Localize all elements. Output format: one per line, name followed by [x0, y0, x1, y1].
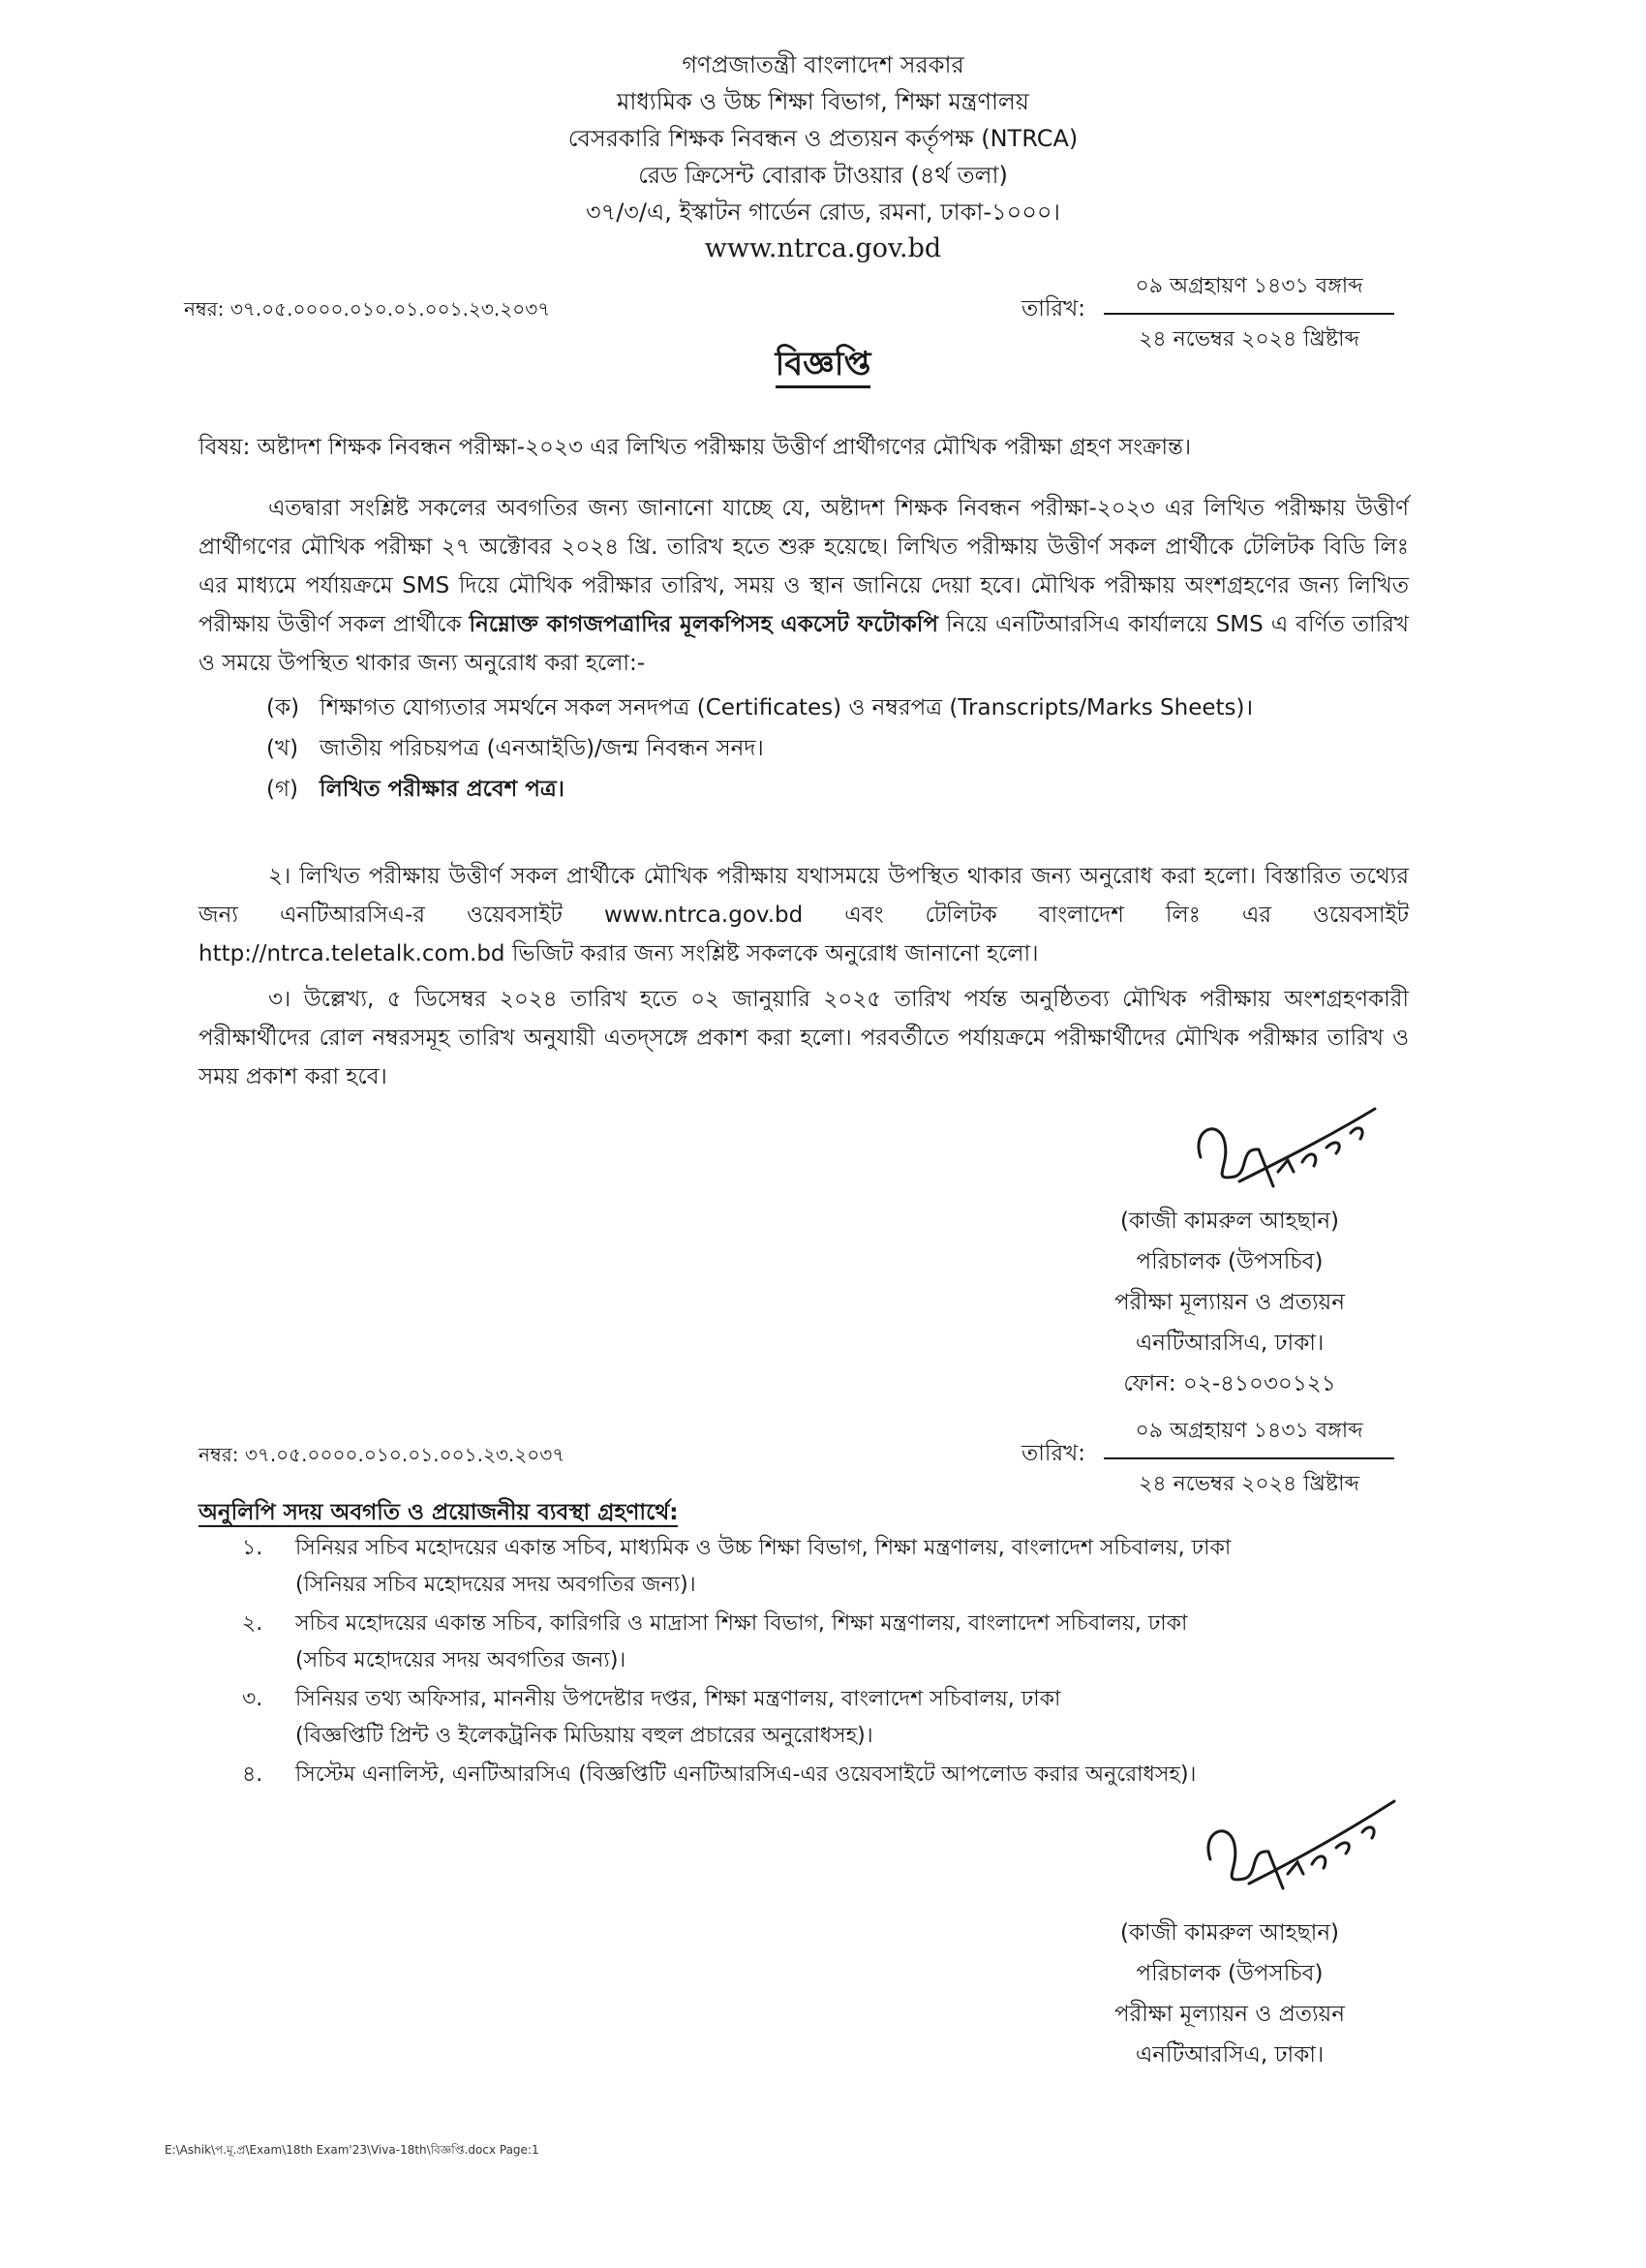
- list-item: (গ) লিখিত পরীক্ষার প্রবেশ পত্র।: [266, 777, 565, 802]
- copy-heading: অনুলিপি সদয় অবগতি ও প্রয়োজনীয় ব্যবস্থা গ্রহণার্থে:: [198, 1500, 679, 1525]
- signature-2: [1186, 1782, 1409, 1917]
- signatory-designation: পরিচালক (উপসচিব): [1136, 1961, 1324, 1986]
- paragraph-1: এতদ্বারা সংশ্লিষ্ট সকলের অবগতির জন্য জানানো যাচ্ছে যে, অষ্টাদশ শিক্ষক নিবন্ধন পরীক্ষা-২০২৩ এর লিখিত পরীক্ষায় উত্তীর্ণ প্রার্থীগণের মৌখিক পরীক্ষা ২৭ অক্টোবর ২০২৪ খ্রি. তারিখ হতে শুরু হয়েছে। লিখিত পরীক্ষায় উত্তীর্ণ সকল প্রার্থীকে টেলিটক বিডি লিঃ এর মাধ্যমে পর্যায়ক্রমে SMS দিয়ে মৌখিক পরীক্ষার তারিখ, সময় ও স্থান জানিয়ে দেয়া হবে। মৌখিক পরীক্ষায় অংশগ্রহণের জন্য লিখিত পরীক্ষায় উত্তীর্ণ সকল প্রার্থীকে নিম্নোক্ত কাগজপত্রাদির মূলকপিসহ একসেট ফটোকপি নিয়ে এনটিআরসিএ কার্যালয়ে SMS এ বর্ণিত তারিখ ও সময়ে উপস্থিত থাকার জন্য অনুরোধ করা হলো:-: [198, 496, 1409, 676]
- signatory-designation: পরিচালক (উপসচিব): [1136, 1249, 1324, 1274]
- date-divider: [1104, 313, 1394, 315]
- list-item: ৩. সিনিয়র তথ্য অফিসার, মাননীয় উপদেষ্টার দপ্তর, শিক্ষা মন্ত্রণালয়, বাংলাদেশ সচিবালয়, ঢাকা (বিজ্ঞপ্তিটি প্রিন্ট ও ইলেকট্রনিক মিডিয়ায় বহুল প্রচারের অনুরোধসহ)।: [242, 1687, 1061, 1748]
- subject-line: বিষয়: অষ্টাদশ শিক্ষক নিবন্ধন পরীক্ষা-২০২৩ এর লিখিত পরীক্ষায় উত্তীর্ণ প্রার্থীগণের মৌখিক পরীক্ষা গ্রহণ সংক্রান্ত।: [198, 435, 1192, 460]
- copy-list: [242, 1530, 1452, 1793]
- letterhead: [0, 46, 1646, 267]
- date-gregorian-copy: ২৪ নভেম্বর ২০২৪ খ্রিষ্টাব্দ: [1139, 1472, 1359, 1496]
- date-gregorian: ২৪ নভেম্বর ২০২৪ খ্রিষ্টাব্দ: [1139, 327, 1359, 352]
- signatory-office: এনটিআরসিএ, ঢাকা।: [1135, 2042, 1325, 2068]
- list-item: ১. সিনিয়র সচিব মহোদয়ের একান্ত সচিব, মাধ্যমিক ও উচ্চ শিক্ষা বিভাগ, শিক্ষা মন্ত্রণালয়, বাংলাদেশ সচিবালয়, ঢাকা (সিনিয়র সচিব মহোদয়ের সদয় অবগতির জন্য)।: [242, 1536, 1232, 1597]
- date-label-copy: তারিখ:: [1021, 1441, 1086, 1466]
- signatory-name: (কাজী কামরুল আহছান): [1119, 1209, 1340, 1234]
- authority-name: বেসরকারি শিক্ষক নিবন্ধন ও প্রত্যয়ন কর্তৃপক্ষ (NTRCA): [567, 125, 1079, 152]
- date-label: তারিখ:: [1021, 296, 1086, 322]
- document-list: [266, 690, 1409, 808]
- govt-name: গণপ্রজাতন্ত্রী বাংলাদেশ সরকার: [682, 51, 964, 78]
- list-item: ৪. সিস্টেম এনালিস্ট, এনটিআরসিএ (বিজ্ঞপ্তিটি এনটিআরসিএ-এর ওয়েবসাইটে আপলোড করার অনুরোধসহ)।: [242, 1762, 1197, 1787]
- date-bangla: ০৯ অগ্রহায়ণ ১৪৩১ বঙ্গাব্দ: [1135, 274, 1363, 298]
- paragraph-3: ৩। উল্লেখ্য, ৫ ডিসেম্বর ২০২৪ তারিখ হতে ০২ জানুয়ারি ২০২৫ তারিখ পর্যন্ত অনুষ্ঠিতব্য মৌখিক পরীক্ষায় অংশগ্রহণকারী পরীক্ষার্থীদের রোল নম্বরসমূহ তারিখ অনুযায়ী এতদ্সঙ্গে প্রকাশ করা হলো। পরবর্তীতে পর্যায়ক্রমে পরীক্ষার্থীদের মৌখিক পরীক্ষার তারিখ ও সময় প্রকাশ করা হবে।: [198, 987, 1409, 1089]
- website-link[interactable]: www.ntrca.gov.bd: [704, 233, 942, 263]
- paragraph-1-bold: নিম্নোক্ত কাগজপত্রাদির মূলকপিসহ একসেট ফটোকপি: [469, 612, 938, 637]
- date-bangla-copy: ০৯ অগ্রহায়ণ ১৪৩১ বঙ্গাব্দ: [1135, 1419, 1363, 1443]
- memo-number-copy: নম্বর: ৩৭.০৫.০০০০.০১০.০১.০০১.২৩.২০৩৭: [198, 1443, 565, 1466]
- memo-number: নম্বর: ৩৭.০৫.০০০০.০১০.০১.০০১.২৩.২০৩৭: [184, 297, 551, 321]
- signatory-block-2: [1046, 1913, 1414, 2075]
- list-item: ২. সচিব মহোদয়ের একান্ত সচিব, কারিগরি ও মাদ্রাসা শিক্ষা বিভাগ, শিক্ষা মন্ত্রণালয়, বাংলাদেশ সচিবালয়, ঢাকা (সচিব মহোদয়ের সদয় অবগতির জন্য)।: [242, 1611, 1188, 1672]
- paragraph-2: ২। লিখিত পরীক্ষায় উত্তীর্ণ সকল প্রার্থীকে মৌখিক পরীক্ষায় যথাসময়ে উপস্থিত থাকার জন্য অনুরোধ করা হলো। বিস্তারিত তথ্যের জন্য এনটিআরসিএ-র ওয়েবসাইট www.ntrca.gov.bd এবং টেলিটক বাংলাদেশ লিঃ এর ওয়েবসাইট http://ntrca.teletalk.com.bd ভিজিট করার জন্য সংশ্লিষ্ট সকলকে অনুরোধ জানানো হলো।: [198, 864, 1409, 966]
- list-item: (ক) শিক্ষাগত যোগ্যতার সমর্থনে সকল সনদপত্র (Certificates) ও নম্বরপত্র (Transcripts/Marks Sheets)।: [266, 695, 1254, 720]
- signatory-department: পরীক্ষা মূল্যায়ন ও প্রত্যয়ন: [1114, 2002, 1345, 2027]
- address: ৩৭/৩/এ, ইস্কাটন গার্ডেন রোড, রমনা, ঢাকা-১০০০।: [585, 199, 1061, 226]
- file-path-footer: E:\Ashik\প.মূ.প্র\Exam\18th Exam'23\Viva-18th\বিজ্ঞপ্তি.docx Page:1: [165, 2143, 539, 2157]
- date-block-copy: [1104, 1414, 1394, 1503]
- signatory-department: পরীক্ষা মূল্যায়ন ও প্রত্যয়ন: [1114, 1290, 1345, 1315]
- signatory-block-1: [1046, 1201, 1414, 1404]
- notice-title: বিজ্ঞপ্তি: [0, 339, 1646, 394]
- division-name: মাধ্যমিক ও উচ্চ শিক্ষা বিভাগ, শিক্ষা মন্ত্রণালয়: [617, 88, 1029, 115]
- date-divider-copy: [1104, 1457, 1394, 1459]
- signature-1: [1181, 1089, 1394, 1215]
- signatory-office: এনটিআরসিএ, ঢাকা।: [1135, 1331, 1325, 1356]
- list-item: (খ) জাতীয় পরিচয়পত্র (এনআইডি)/জন্ম নিবন্ধন সনদ।: [266, 736, 764, 761]
- building-name: রেড ক্রিসেন্ট বোরাক টাওয়ার (৪র্থ তলা): [638, 162, 1008, 189]
- signatory-name: (কাজী কামরুল আহছান): [1119, 1920, 1340, 1946]
- signatory-phone: ফোন: ০২-৪১০৩০১২১: [1123, 1371, 1336, 1396]
